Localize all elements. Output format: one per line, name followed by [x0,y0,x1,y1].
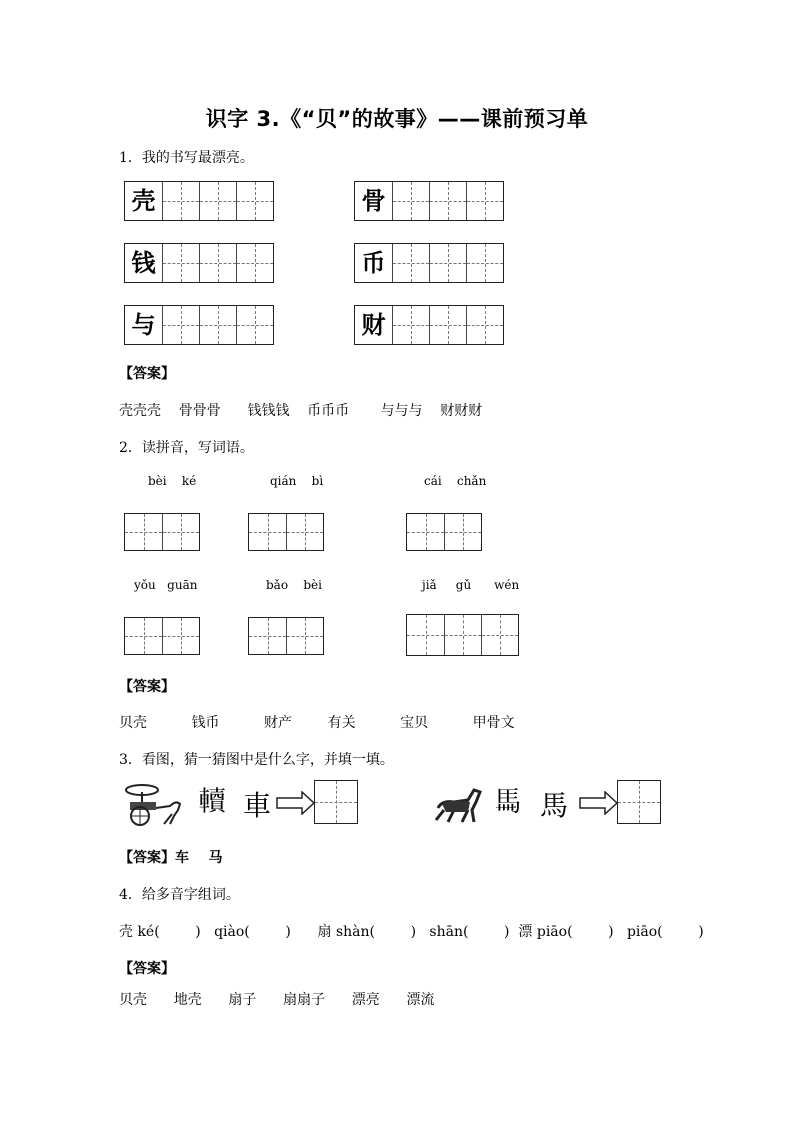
question-1-prompt: 1．我的书写最漂亮。 [119,150,254,166]
model-char: 钱 [131,249,156,277]
word-box-2[interactable] [248,513,324,551]
question-2-answer: 贝壳 钱币 财产 有关 宝贝 甲骨文 [119,715,515,731]
model-char: 骨 [361,187,386,215]
pinyin-4: yǒu guān [134,578,198,592]
pinyin-6: jiǎ gǔ wén [422,578,520,592]
word-box-5[interactable] [248,617,324,655]
model-char: 与 [131,311,156,339]
question-4-prompt: 4．给多音字组词。 [119,887,240,903]
pinyin-5: bǎo bèi [266,578,322,592]
question-3-prompt: 3．看图，猜一猜图中是什么字，并填一填。 [119,752,394,768]
writing-box-4[interactable] [354,243,504,283]
answer-box-ma[interactable] [617,780,661,824]
chariot-picture [122,780,184,828]
question-4-exercise[interactable]: 壳 ké( ) qiào( ) 扇 shàn( ) shān( ) 漂 piāo( ) piāo( ) [119,924,704,940]
writing-box-5[interactable] [124,305,274,345]
answer-label: 【答案】 [119,679,175,695]
pinyin-2: qián bì [270,474,324,488]
ancient-glyph-ma: 𩡧 [494,785,523,818]
question-2-prompt: 2．读拼音，写词语。 [119,440,254,456]
ancient-glyph-che: 𨏔 [198,785,227,818]
writing-box-6[interactable] [354,305,504,345]
model-char: 壳 [131,187,156,215]
model-char: 币 [361,249,386,277]
model-char: 财 [361,311,386,339]
arrow-right-icon [579,791,619,815]
arrow-right-icon [276,791,316,815]
pinyin-1: bèi ké [148,474,197,488]
writing-box-1[interactable] [124,181,274,221]
pinyin-3: cái chǎn [424,474,487,488]
page-title: 识字 3.《“贝”的故事》——课前预习单 [205,107,589,131]
answer-box-che[interactable] [314,780,358,824]
traditional-glyph-che: 車 [243,789,272,822]
word-box-3[interactable] [406,513,482,551]
answer-label: 【答案】 [119,961,175,977]
question-4-answer: 贝壳 地壳 扇子 扇扇子 漂亮 漂流 [119,992,435,1008]
word-box-1[interactable] [124,513,200,551]
question-3-answer: 【答案】车 马 [119,850,223,866]
word-box-6[interactable] [406,614,519,656]
writing-box-3[interactable] [124,243,274,283]
writing-box-2[interactable] [354,181,504,221]
answer-label: 【答案】 [119,366,175,382]
traditional-glyph-ma: 馬 [540,789,569,822]
question-1-answer: 壳壳壳 骨骨骨 钱钱钱 币币币 与与与 财财财 [119,403,483,419]
word-box-4[interactable] [124,617,200,655]
horse-picture [432,780,484,828]
